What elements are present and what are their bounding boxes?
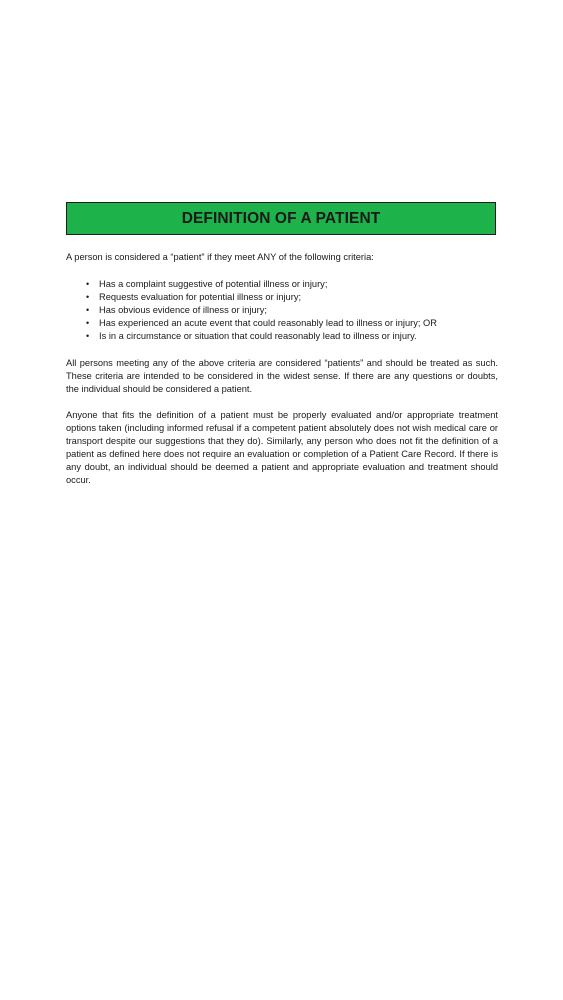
criteria-list: [66, 278, 498, 343]
criteria-text: Requests evaluation for potential illness or injury;: [99, 292, 302, 302]
list-item: [66, 291, 498, 304]
page-title: DEFINITION OF A PATIENT: [181, 209, 381, 227]
list-item: [66, 317, 498, 330]
criteria-text: Has experienced an acute event that could reasonably lead to illness or injury; OR: [99, 318, 437, 328]
list-item: [66, 278, 498, 291]
list-item: [66, 330, 498, 343]
bullet-icon: •: [86, 292, 90, 302]
intro-text: A person is considered a “patient” if they meet ANY of the following criteria:: [66, 252, 374, 262]
bullet-icon: •: [86, 318, 90, 328]
document-body: [66, 251, 498, 500]
criteria-text: Has a complaint suggestive of potential illness or injury;: [99, 279, 328, 289]
paragraph-patient-treatment: All persons meeting any of the above criteria are considered “patients” and should be treated as such. These criteria are intended to be considered in the widest sense. If there are any questions or doubts, the individual should be considered a patient.: [66, 358, 498, 394]
criteria-text: Has obvious evidence of illness or injury;: [99, 305, 267, 315]
criteria-text: Is in a circumstance or situation that could reasonably lead to illness or injury.: [99, 331, 417, 341]
bullet-icon: •: [86, 305, 90, 315]
title-banner: [66, 202, 496, 235]
paragraph-evaluation-requirements: Anyone that fits the definition of a patient must be properly evaluated and/or appropriate treatment options taken (including informed refusal if a competent patient absolutely does not wish medical care or transport despite our suggestions that they do). Similarly, any person who does not fit the definition of a patient as defined here does not require an evaluation or completion of a Patient Care Record. If there is any doubt, an individual should be deemed a patient and appropriate evaluation and treatment should occur.: [66, 410, 498, 485]
list-item: [66, 304, 498, 317]
bullet-icon: •: [86, 331, 90, 341]
bullet-icon: •: [86, 279, 90, 289]
